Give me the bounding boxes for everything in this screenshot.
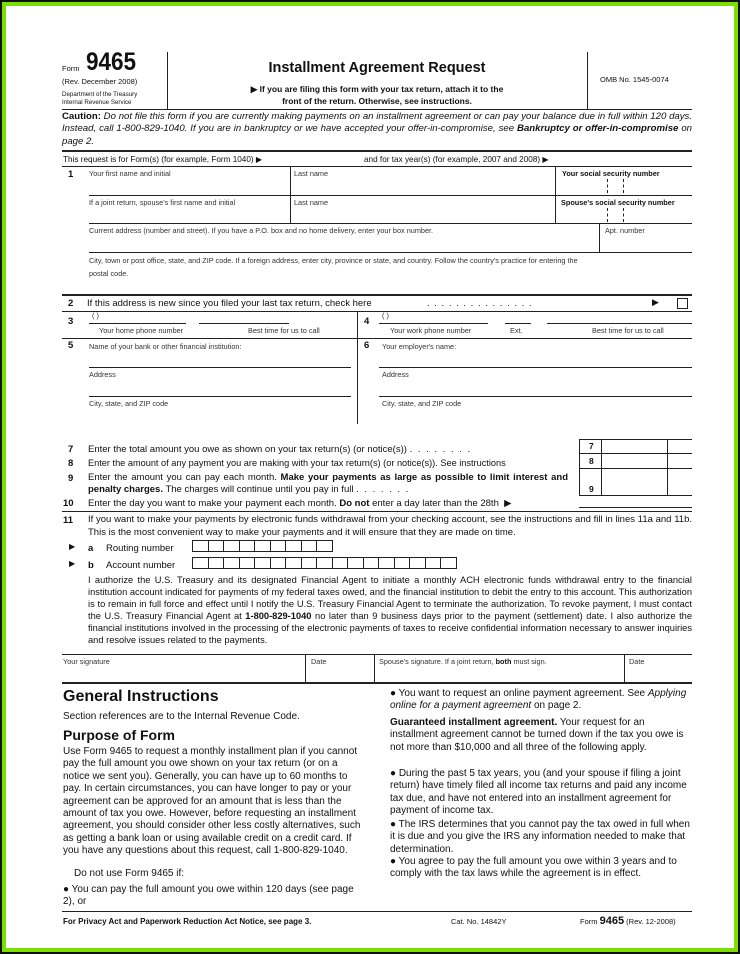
- ssn-separator: [607, 208, 608, 222]
- ext-label: Ext.: [510, 326, 523, 335]
- rule: [89, 223, 692, 224]
- divider: [624, 654, 625, 682]
- cat-number: Cat. No. 14842Y: [451, 917, 507, 926]
- bullet-item: ● During the past 5 tax years, you (and your spouse if filing a joint return) have timely filed all income tax returns and paid any income tax due, and have not entered into an installment agreement for payment of income tax.: [390, 768, 687, 817]
- line-10-label: Enter the day you want to make your payment each month.: [88, 498, 337, 509]
- rule: [62, 911, 692, 912]
- digit-box[interactable]: [317, 540, 333, 552]
- bullet-3-text: During the past 5 tax years, you (and your spouse if filing a joint return) have timely filed all income tax returns and paid any income tax due, and have not entered into an installment agreement for payment of income tax.: [390, 768, 687, 817]
- divider: [357, 311, 358, 424]
- ach-authorization: [88, 574, 692, 646]
- employer-name-field[interactable]: Your employer's name:: [382, 342, 457, 351]
- revision: (Rev. December 2008): [62, 77, 138, 86]
- auth-text-2: no later than 9 business days prior to the payment (settlement) date. I also authorize the financial institutions involved in the processing of the electronic payments of taxes to receive confidential information necessary to answer inquiries and resolve issues related to the payments.: [88, 611, 692, 645]
- forms-label-text: This request is for Form(s) (for example, Form 1040): [63, 155, 254, 164]
- digit-box[interactable]: [209, 540, 225, 552]
- best-time-label: Best time for us to call: [248, 326, 320, 335]
- privacy-notice: For Privacy Act and Paperwork Reduction Act Notice, see page 3.: [63, 917, 312, 926]
- line-2-text: If this address is new since you filed your last tax return, check here: [87, 298, 372, 309]
- general-instructions-heading: General Instructions: [63, 688, 219, 705]
- line-9-bold: Make your payments as large as possible to limit interest and penalty charges.: [88, 472, 568, 495]
- request-years-label[interactable]: and for tax year(s) (for example, 2007 and 2008) ▶: [364, 155, 549, 164]
- subtitle-line-2: front of the return. Otherwise, see instructions.: [282, 96, 472, 106]
- spouse-date-field[interactable]: Date: [629, 657, 645, 666]
- omb-number: OMB No. 1545-0074: [600, 75, 669, 84]
- spouse-sig-tail: must sign.: [513, 657, 547, 666]
- rule: [62, 166, 692, 167]
- digit-box[interactable]: [255, 540, 271, 552]
- ssn-separator: [623, 208, 624, 222]
- bullet-item: ● You agree to pay the full amount you owe within 3 years and to comply with the tax laws while the agreement is in effect.: [390, 856, 677, 880]
- arrow-icon: ▶: [69, 559, 76, 568]
- line-11-number: 11: [63, 515, 74, 526]
- footer-rev: (Rev. 12-2008): [626, 917, 676, 926]
- digit-box[interactable]: [348, 557, 364, 569]
- rule: [89, 252, 692, 253]
- caution-tail: on page 2.: [62, 123, 692, 147]
- bullet-4-text: The IRS determines that you cannot pay the tax owed in full when it is due and you give the IRS any information needed to make that determination.: [390, 819, 690, 855]
- ext-input[interactable]: [505, 323, 531, 324]
- line-9-amount-input[interactable]: [602, 469, 667, 496]
- ssn-field[interactable]: Your social security number: [562, 169, 660, 178]
- form-number: 9465: [86, 48, 137, 76]
- form-title: Installment Agreement Request: [268, 60, 486, 76]
- line-5-number: 5: [68, 340, 74, 351]
- arrow-icon: ▶: [652, 297, 659, 307]
- subtitle-line-1: If you are filing this form with your tax return, attach it to the: [259, 84, 504, 94]
- rule: [62, 150, 692, 152]
- spouse-ssn-field[interactable]: Spouse's social security number: [561, 198, 675, 207]
- digit-box[interactable]: [302, 540, 318, 552]
- divider: [305, 654, 306, 682]
- digit-box[interactable]: [410, 557, 426, 569]
- account-number-label: Account number: [106, 560, 176, 571]
- guaranteed-paragraph: [390, 717, 692, 754]
- area-code: ( ): [92, 311, 99, 320]
- caution-text: Do not file this form if you are currently making payments on an installment agreement or can pay your balance due in full within 120 days. Instead, call 1-800-829-1040. If you are in bankruptcy or we have accepted your offer-in-compromise, see: [62, 111, 692, 135]
- subtitle: ▶ If you are filing this form with your tax return, attach it to the: [250, 84, 504, 94]
- years-label-text: and for tax year(s) (for example, 2007 and 2008): [364, 155, 541, 164]
- home-best-time-input[interactable]: [199, 323, 289, 324]
- your-signature-field[interactable]: Your signature: [63, 657, 110, 666]
- rule: [62, 311, 692, 312]
- digit-box[interactable]: [240, 540, 256, 552]
- digit-box[interactable]: [286, 540, 302, 552]
- employer-address-field[interactable]: Address: [382, 370, 409, 379]
- digit-box[interactable]: [240, 557, 256, 569]
- line-10-tail: enter a day later than the 28th: [372, 498, 499, 509]
- request-forms-label[interactable]: This request is for Form(s) (for example, Form 1040) ▶: [63, 155, 263, 164]
- caution: [62, 111, 692, 148]
- line-9-label: Enter the amount you can pay each month.: [88, 472, 277, 483]
- bullet-1-text: You can pay the full amount you owe within 120 days (see page 2), or: [63, 884, 354, 908]
- line-10-day-input[interactable]: [579, 507, 692, 508]
- digit-box[interactable]: [302, 557, 318, 569]
- irs: Internal Revenue Service: [62, 99, 132, 106]
- city-field[interactable]: City, town or post office, state, and ZIP code. If a foreign address, enter city, province or state, and country. Follow the country's practice for entering the: [89, 256, 578, 265]
- work-phone-label: Your work phone number: [390, 326, 472, 335]
- rule: [62, 294, 692, 296]
- ssn-separator: [607, 179, 608, 193]
- line-9-number: 9: [68, 473, 74, 484]
- routing-number-input[interactable]: [192, 540, 333, 552]
- bullet-5-text: You agree to pay the full amount you owe within 3 years and to comply with the tax laws while the agreement is in effect.: [390, 856, 677, 880]
- routing-number-label: Routing number: [106, 543, 174, 554]
- rule: [62, 511, 692, 512]
- digit-box[interactable]: [395, 557, 411, 569]
- line-1-number: 1: [68, 169, 74, 180]
- spouse-last-name-field[interactable]: Last name: [294, 198, 329, 207]
- line-6-number: 6: [364, 340, 370, 351]
- box-7-label: 7: [589, 441, 594, 451]
- form-label: Form: [62, 64, 80, 73]
- home-phone-input[interactable]: [89, 323, 186, 324]
- footer-form: [580, 915, 676, 927]
- rule: [62, 338, 692, 339]
- best-time-label: Best time for us to call: [592, 326, 664, 335]
- ssn-separator: [623, 179, 624, 193]
- line-10-number: 10: [63, 498, 74, 509]
- city-field-cont: postal code.: [89, 269, 129, 278]
- digit-box[interactable]: [224, 540, 240, 552]
- divider: [374, 654, 375, 682]
- arrow-icon: ▶: [69, 542, 76, 551]
- line-4-number: 4: [364, 316, 370, 327]
- caution-bold: Bankruptcy or offer-in-compromise: [517, 123, 679, 135]
- bullet-item: ● You can pay the full amount you owe within 120 days (see page 2), or: [63, 884, 354, 908]
- apt-number-field[interactable]: Apt. number: [605, 226, 645, 235]
- work-best-time-input[interactable]: [547, 323, 692, 324]
- spouse-first-name-field[interactable]: If a joint return, spouse's first name and initial: [89, 198, 236, 207]
- line-3-number: 3: [68, 316, 74, 327]
- line-7-number: 7: [68, 444, 74, 455]
- spouse-sig-bold: both: [495, 657, 512, 666]
- bullet-2-tail: on page 2.: [533, 700, 582, 712]
- employer-city-field[interactable]: City, state, and ZIP code: [382, 399, 462, 408]
- line-11b-letter: b: [88, 560, 94, 571]
- spouse-sig-label: Spouse's signature. If a joint return,: [379, 657, 494, 666]
- bank-address-field[interactable]: Address: [89, 370, 116, 379]
- rule: [89, 195, 692, 196]
- digit-box[interactable]: [271, 557, 287, 569]
- line-10-bold: Do not: [339, 498, 370, 509]
- address-field[interactable]: Current address (number and street). If you have a P.O. box and no home delivery, enter your box number.: [89, 226, 434, 235]
- auth-phone: 1-800-829-1040: [245, 611, 312, 621]
- line-8-amount-input[interactable]: [602, 454, 667, 468]
- bank-city-field[interactable]: City, state, and ZIP code: [89, 399, 169, 408]
- digit-box[interactable]: [193, 540, 209, 552]
- digit-box[interactable]: [193, 557, 209, 569]
- footer-form-number: 9465: [599, 915, 625, 927]
- rule: [62, 682, 692, 684]
- purpose-text: Use Form 9465 to request a monthly installment plan if you cannot pay the full amount you owe shown on your tax return (or on a notice we sent you). Generally, you can have up to 60 months to pay. In certain circumstances, you can have longer to pay or your agreement can be approved for an amount that is less than the amount of tax you owe. However, before requesting an installment agreement, you should consider other less costly alternatives, such as getting a bank loan or using available credit on a credit card. If you have any questions about this request, call 1-800-829-1040.: [63, 746, 361, 857]
- bank-name-field[interactable]: Name of your bank or other financial institution:: [89, 342, 242, 351]
- digit-box[interactable]: [364, 557, 380, 569]
- date-field[interactable]: Date: [311, 657, 327, 666]
- leader-dots: . . . . . . . .: [409, 444, 472, 455]
- last-name-field[interactable]: Last name: [294, 169, 329, 178]
- digit-box[interactable]: [271, 540, 287, 552]
- line-8-number: 8: [68, 458, 74, 469]
- section-ref: Section references are to the Internal Revenue Code.: [63, 711, 300, 722]
- caution-label: Caution:: [62, 111, 101, 122]
- purpose-heading: Purpose of Form: [63, 727, 176, 743]
- dept: Department of the Treasury: [62, 91, 138, 98]
- area-code: ( ): [382, 311, 389, 320]
- line-9-tail: The charges will continue until you pay in full: [165, 483, 354, 495]
- digit-box[interactable]: [441, 557, 457, 569]
- digit-box[interactable]: [255, 557, 271, 569]
- rule: [89, 367, 351, 368]
- bullet-2-italic: Applying online for a payment agreement: [390, 688, 687, 712]
- leader-dots: . . . . . . .: [356, 483, 410, 495]
- bullet-2-text: You want to request an online payment agreement. See: [398, 688, 646, 699]
- rule: [62, 109, 692, 110]
- line-11-text: If you want to make your payments by electronic funds withdrawal from your checking account, see the instructions and fill in lines 11a and 11b. This is the most convenient way to make your payments and it will ensure that they are made on time.: [88, 514, 692, 538]
- digit-box[interactable]: [379, 557, 395, 569]
- digit-box[interactable]: [426, 557, 442, 569]
- do-not-use: Do not use Form 9465 if:: [74, 868, 185, 879]
- bullet-item: ● The IRS determines that you cannot pay the tax owed in full when it is due and you give the IRS any information needed to make that determination.: [390, 819, 690, 855]
- line-8-text: Enter the amount of any payment you are making with your tax return(s) (or notice(s)). See instructions: [88, 458, 506, 468]
- digit-box[interactable]: [224, 557, 240, 569]
- rule: [379, 367, 692, 368]
- leader-dots: . . . . . . . . . . . . . . .: [427, 298, 533, 309]
- home-phone-label: Your home phone number: [99, 326, 184, 335]
- guaranteed-text: Your request for an installment agreement cannot be turned down if the tax you owe is not more than $10,000 and all three of the following apply.: [390, 717, 684, 753]
- digit-box[interactable]: [209, 557, 225, 569]
- rule: [89, 396, 351, 397]
- line-11a-letter: a: [88, 543, 94, 554]
- line-7-text: [88, 444, 472, 455]
- divider: [599, 223, 600, 252]
- guaranteed-heading: Guaranteed installment agreement.: [390, 717, 558, 728]
- line-9-text: [88, 472, 568, 495]
- first-name-field[interactable]: Your first name and initial: [89, 169, 171, 178]
- spouse-signature-field[interactable]: [379, 657, 547, 666]
- line-7-amount-input[interactable]: [602, 440, 667, 453]
- auth-text-1: I authorize the U.S. Treasury and its designated Financial Agent to initiate a monthly ACH electronic funds withdrawal entry to the financial institution account indicated for payments of my federal taxes owed, and the financial institution to debit the entry to this account. This authorization is to remain in full force and effect until I notify the U.S. Treasury Financial Agent to terminate the authorization. To revoke payment, I must contact the U.S. Treasury Financial Agent at: [88, 575, 692, 621]
- rule: [62, 654, 692, 655]
- digit-box[interactable]: [333, 557, 349, 569]
- account-number-input[interactable]: [192, 557, 457, 569]
- digit-box[interactable]: [286, 557, 302, 569]
- rule: [379, 396, 692, 397]
- work-phone-input[interactable]: [379, 323, 488, 324]
- box-9-label: 9: [589, 484, 594, 494]
- digit-box[interactable]: [317, 557, 333, 569]
- footer-form-label: Form: [580, 917, 598, 926]
- new-address-checkbox[interactable]: [677, 298, 688, 309]
- line-2-number: 2: [68, 298, 74, 309]
- bullet-item: ● You want to request an online payment agreement. See Applying online for a payment agreement on page 2.: [390, 688, 687, 712]
- line-10-text: Enter the day you want to make your payment each month. Do not enter a day later than the 28th ▶: [88, 498, 512, 509]
- box-8-label: 8: [589, 456, 594, 466]
- divider: [587, 52, 588, 109]
- line-7-label: Enter the total amount you owe as shown on your tax return(s) (or notice(s)): [88, 444, 407, 455]
